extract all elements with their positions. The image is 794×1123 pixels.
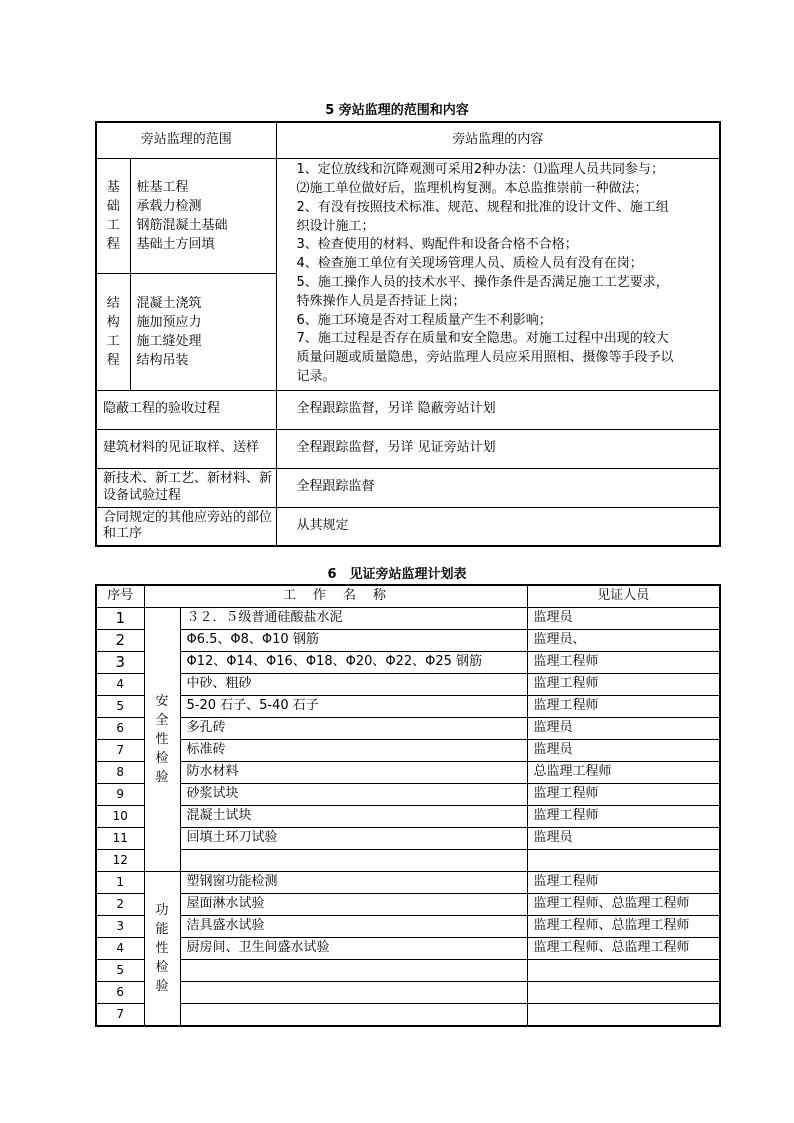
section-6-title: 6 见证旁站监理计划表: [327, 567, 467, 582]
list-item: 结构吊装: [136, 352, 189, 368]
list-item: 桩基工程: [136, 179, 189, 195]
scope-cell: 合同规定的其他应旁站的部位和工序: [96, 507, 276, 546]
structure-items: [130, 273, 276, 390]
work-name: [180, 960, 527, 982]
row-number: 7: [96, 1004, 144, 1027]
work-name: 厨房间、卫生间盛水试验: [180, 938, 527, 960]
content-cell: 全程跟踪监督，另详 见证旁站计划: [276, 429, 720, 468]
work-name: Φ12、Φ14、Φ16、Φ18、Φ20、Φ22、Φ25 钢筋: [180, 652, 527, 674]
row-number: 2: [96, 894, 144, 916]
work-name: Φ6.5、Φ8、Φ10 钢筋: [180, 630, 527, 652]
witness-person: 监理工程师: [527, 784, 720, 806]
work-name: 屋面淋水试验: [180, 894, 527, 916]
content-cell: 全程跟踪监督: [276, 468, 720, 507]
witness-header: 见证人员: [527, 585, 720, 608]
table-row: [96, 806, 720, 828]
list-item: 基础土方回填: [136, 236, 215, 252]
work-name: [180, 850, 527, 872]
scope-cell: 隐蔽工程的验收过程: [96, 390, 276, 429]
table-row: [96, 762, 720, 784]
work-name: 砂浆试块: [180, 784, 527, 806]
table-header-row: [96, 122, 720, 158]
function-check-label: 功 能 性 检 验: [144, 872, 180, 1027]
witness-person: 监理员: [527, 828, 720, 850]
table-row: [96, 960, 720, 982]
witness-person: 监理工程师: [527, 806, 720, 828]
table-row: [96, 828, 720, 850]
row-number: 7: [96, 740, 144, 762]
row-number: 10: [96, 806, 144, 828]
foundation-label: 基 础 工 程: [96, 158, 130, 273]
work-name: 洁具盛水试验: [180, 916, 527, 938]
safety-check-label: 安 全 性 检 验: [144, 608, 180, 872]
supervision-content: 1、定位放线和沉降观测可采用2种办法：⑴监理人员共同参与； ⑵施工单位做好后，监理机构复测。本总监推崇前一种做法； 2、有没有按照技术标准、规范、规程和批准的设计文件、施工组 织设计施工； 3、检查使用的材料、购配件和设备合格不合格； 4、检查施工单位有关现场管理人员、质检人员有没有在岗； 5、施工操作人员的技术水平、操作条件是否满足施工工艺要求， 特殊操作人员是否持证上岗； 6、施工环境是否对工程质量产生不利影响； 7、施工过程是否存在质量和安全隐患。对施工过程中出现的较大 质量问题或质量隐患，旁站监理人员应采用照相、摄像等手段予以 记录。: [276, 158, 720, 390]
witness-person: 监理工程师、总监理工程师: [527, 938, 720, 960]
section-5-title: 5 旁站监理的范围和内容: [325, 103, 469, 118]
witness-person: 总监理工程师: [527, 762, 720, 784]
row-number: 3: [96, 916, 144, 938]
witness-person: [527, 850, 720, 872]
row-number: 5: [96, 960, 144, 982]
witness-person: 监理员: [527, 608, 720, 630]
work-name: 塑钢窗功能检测: [180, 872, 527, 894]
row-number: 4: [96, 674, 144, 696]
table-row: [96, 938, 720, 960]
table-row: [96, 630, 720, 652]
list-item: 钢筋混凝土基础: [136, 217, 228, 233]
witness-person: 监理员、: [527, 630, 720, 652]
supervision-scope-table: [95, 121, 721, 547]
work-name: 混凝土试块: [180, 806, 527, 828]
work-name: 中砂、粗砂: [180, 674, 527, 696]
table-row: [96, 784, 720, 806]
work-name: 5-20 石子、5-40 石子: [180, 696, 527, 718]
witness-person: 监理员: [527, 718, 720, 740]
witness-plan-table: [95, 584, 721, 1027]
table-row: [96, 696, 720, 718]
foundation-row: [96, 158, 720, 273]
row-number: 6: [96, 982, 144, 1004]
witness-person: 监理工程师: [527, 652, 720, 674]
scope-cell: 建筑材料的见证取样、送样: [96, 429, 276, 468]
row-number: 8: [96, 762, 144, 784]
table-row: [96, 916, 720, 938]
row-number: 3: [96, 652, 144, 674]
table-row: [96, 652, 720, 674]
work-name: [180, 982, 527, 1004]
table-row: [96, 608, 720, 630]
list-item: 施加预应力: [136, 314, 202, 330]
row-number: 12: [96, 850, 144, 872]
table-header-row: [96, 585, 720, 608]
row-number: 1: [96, 608, 144, 630]
table-row: [96, 507, 720, 546]
foundation-items: [130, 158, 276, 273]
table-row: [96, 674, 720, 696]
list-item: 承载力检测: [136, 198, 202, 214]
table-row: [96, 468, 720, 507]
row-number: 6: [96, 718, 144, 740]
table-row: [96, 390, 720, 429]
content-header: 旁站监理的内容: [276, 122, 720, 158]
row-number: 1: [96, 872, 144, 894]
row-number: 5: [96, 696, 144, 718]
content-cell: 从其规定: [276, 507, 720, 546]
table-row: [96, 872, 720, 894]
table-row: [96, 850, 720, 872]
table-row: [96, 894, 720, 916]
witness-person: 监理工程师: [527, 696, 720, 718]
table-row: [96, 429, 720, 468]
scope-cell: 新技术、新工艺、新材料、新设备试验过程: [96, 468, 276, 507]
work-name: 防水材料: [180, 762, 527, 784]
work-name: 多孔砖: [180, 718, 527, 740]
table-row: [96, 718, 720, 740]
witness-person: 监理工程师、总监理工程师: [527, 916, 720, 938]
list-item: 施工缝处理: [136, 333, 202, 349]
row-number: 4: [96, 938, 144, 960]
table-row: [96, 982, 720, 1004]
content-cell: 全程跟踪监督，另详 隐蔽旁站计划: [276, 390, 720, 429]
work-name: ３２．５级普通硅酸盐水泥: [180, 608, 527, 630]
witness-person: [527, 1004, 720, 1027]
table-row: [96, 1004, 720, 1027]
row-number: 11: [96, 828, 144, 850]
table-row: [96, 740, 720, 762]
structure-label: 结 构 工 程: [96, 273, 130, 390]
work-name: 回填土环刀试验: [180, 828, 527, 850]
work-header: 工 作 名 称: [144, 585, 527, 608]
witness-person: 监理工程师: [527, 872, 720, 894]
row-number: 9: [96, 784, 144, 806]
witness-person: 监理工程师、总监理工程师: [527, 894, 720, 916]
witness-person: [527, 982, 720, 1004]
witness-person: 监理工程师: [527, 674, 720, 696]
list-item: 混凝土浇筑: [136, 295, 202, 311]
no-header: 序号: [96, 585, 144, 608]
witness-person: [527, 960, 720, 982]
witness-person: 监理员: [527, 740, 720, 762]
scope-header: 旁站监理的范围: [96, 122, 276, 158]
work-name: 标准砖: [180, 740, 527, 762]
row-number: 2: [96, 630, 144, 652]
work-name: [180, 1004, 527, 1027]
